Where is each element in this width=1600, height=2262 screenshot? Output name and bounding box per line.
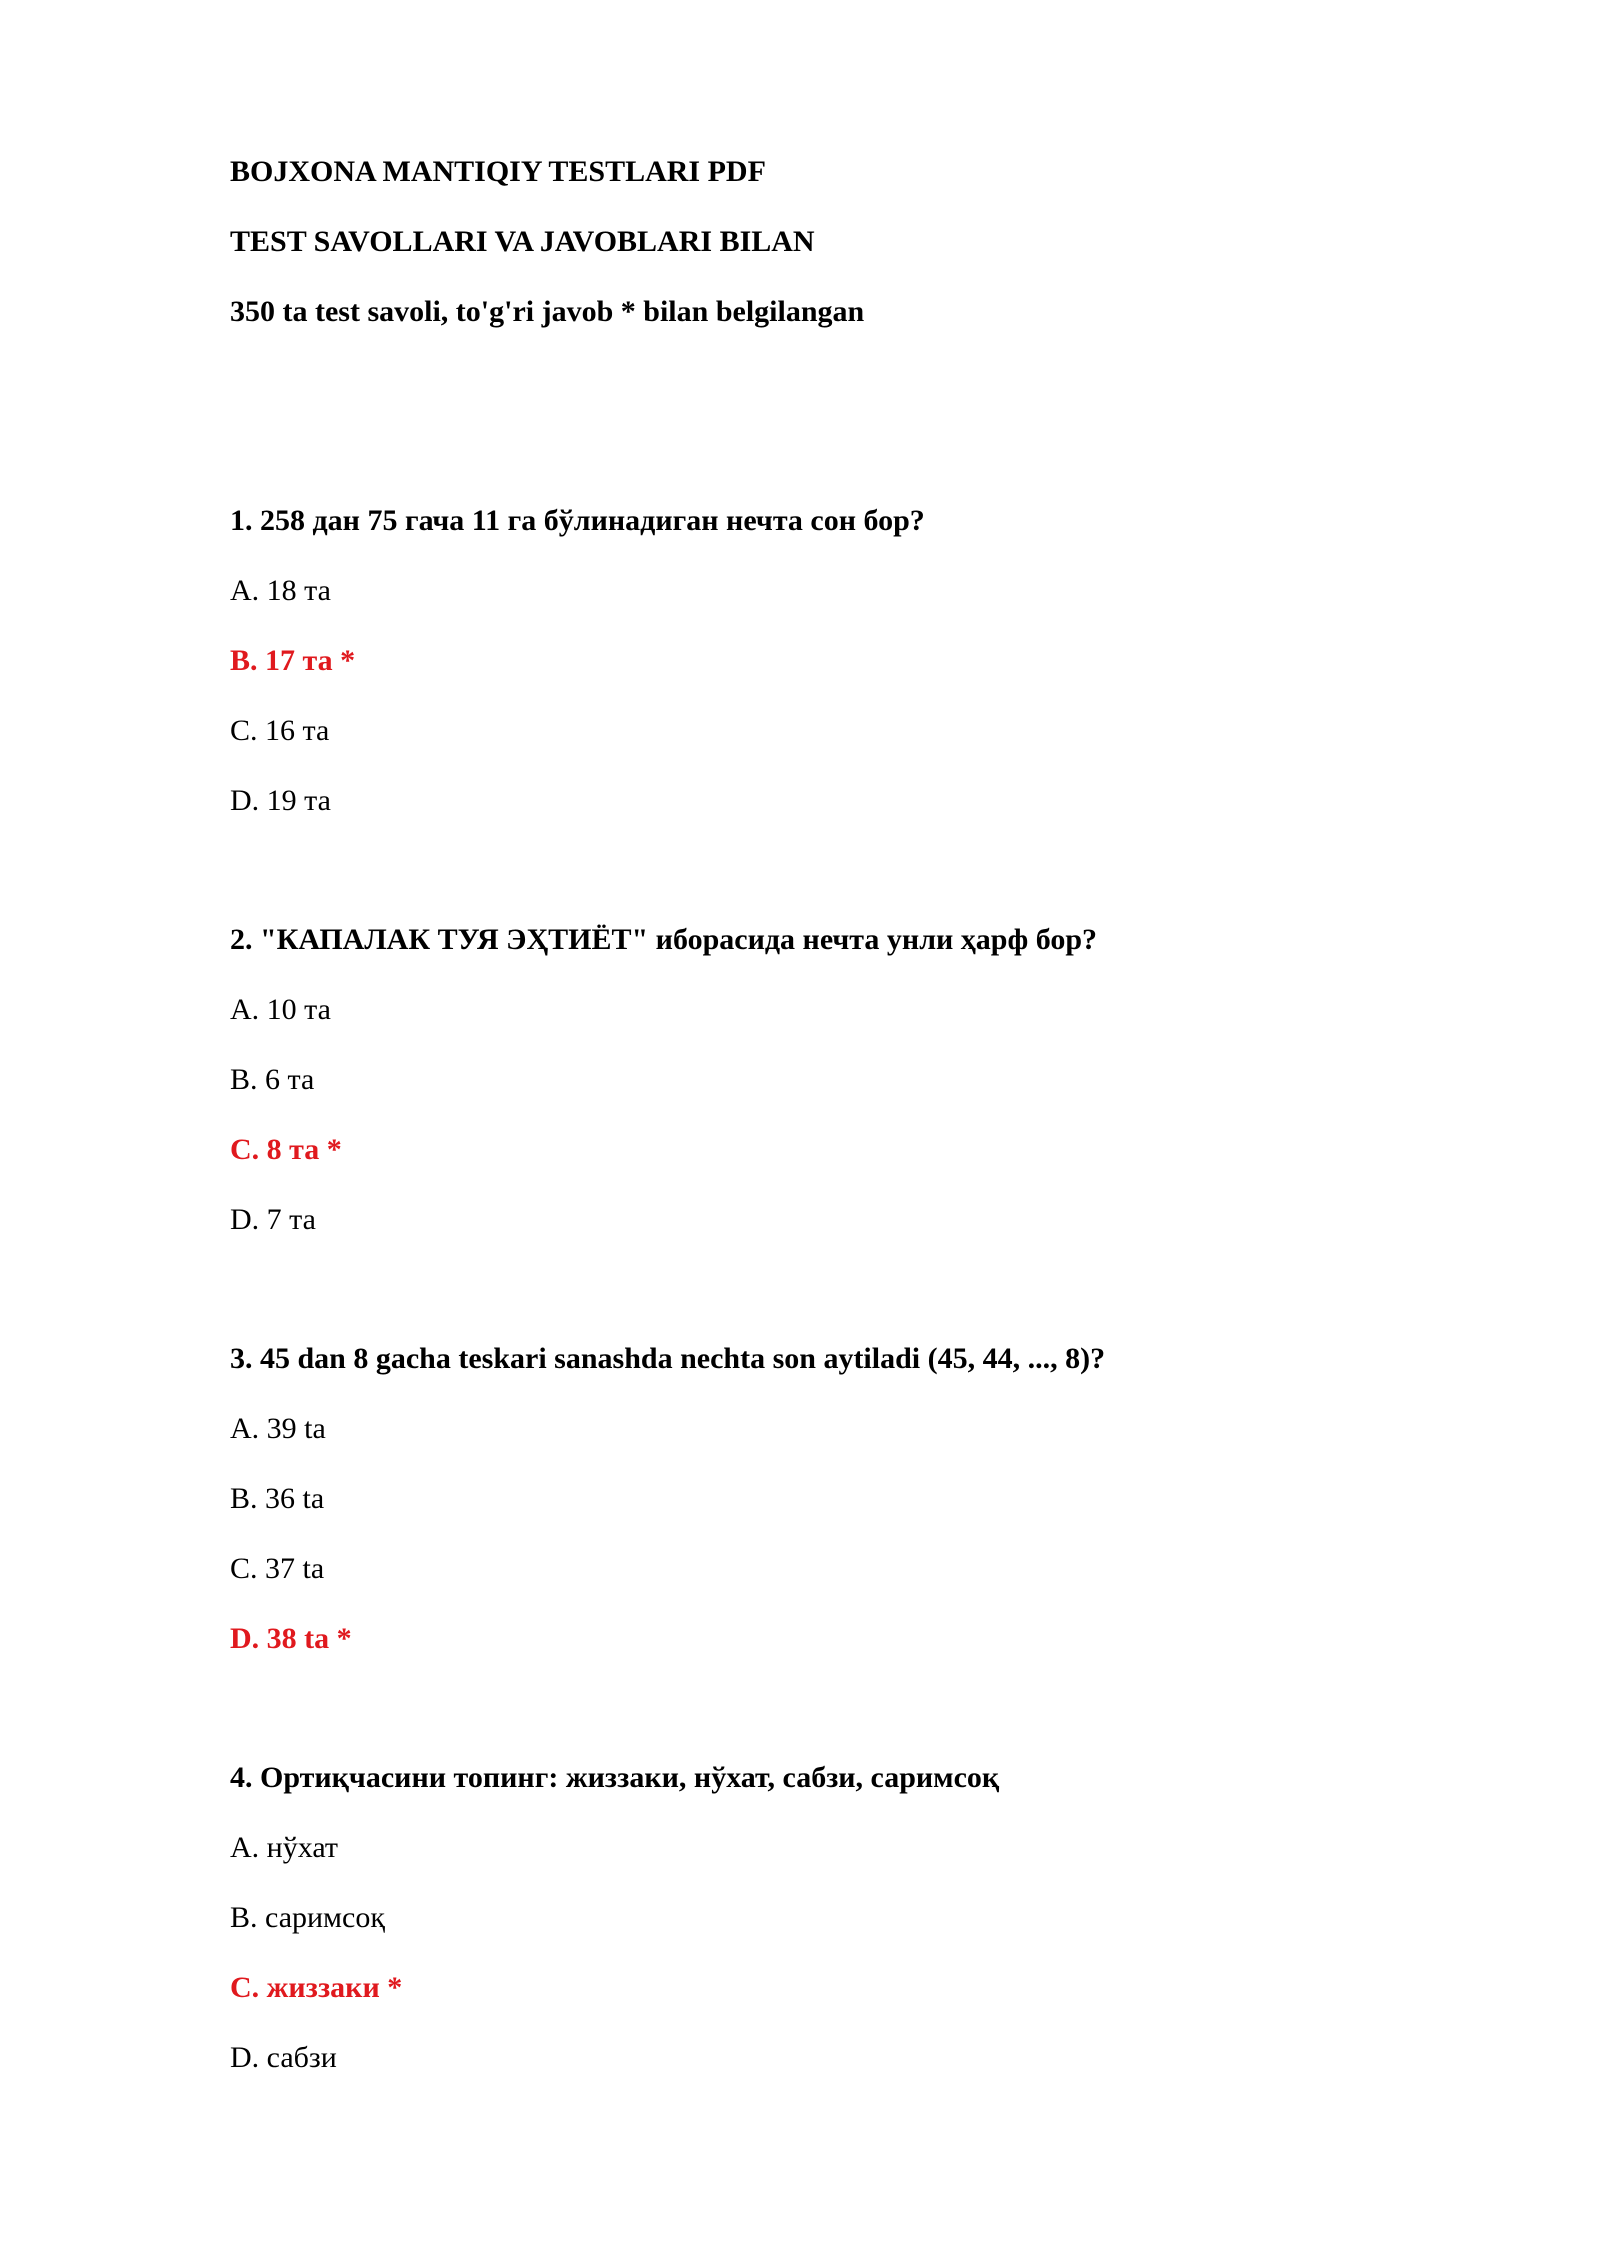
question-4-option-a: A. нўхат xyxy=(230,1831,338,1864)
question-3-option-c: C. 37 ta xyxy=(230,1552,325,1585)
question-2-option-d: D. 7 та xyxy=(230,1203,316,1236)
document-note: 350 ta test savoli, to'g'ri javob * bilan belgilangan xyxy=(230,295,865,328)
question-4: 4. Ортиқчасини топинг: жиззаки, нўхат, сабзи, саримсоқ xyxy=(230,1761,1000,1794)
question-4-option-c: C. жиззаки * xyxy=(230,1971,403,2004)
question-3-option-d: D. 38 ta * xyxy=(230,1622,352,1655)
question-2-option-b: B. 6 та xyxy=(230,1063,315,1096)
question-1-option-a: A. 18 та xyxy=(230,574,331,607)
question-3-option-b: B. 36 ta xyxy=(230,1482,325,1515)
question-4-option-d: D. сабзи xyxy=(230,2041,337,2074)
question-3: 3. 45 dan 8 gacha teskari sanashda nechta son aytiladi (45, 44, ..., 8)? xyxy=(230,1342,1106,1375)
question-4-option-b: B. саримсоқ xyxy=(230,1901,385,1934)
document-title: BOJXONA MANTIQIY TESTLARI PDF xyxy=(230,155,766,188)
question-2: 2. "КАПАЛАК ТУЯ ЭҲТИЁТ" иборасида нечта унли ҳарф бор? xyxy=(230,923,1098,956)
question-1: 1. 258 дан 75 гача 11 га бўлинадиган нечта сон бор? xyxy=(230,504,925,537)
question-2-option-a: A. 10 та xyxy=(230,993,331,1026)
question-1-option-b: B. 17 та * xyxy=(230,644,356,677)
question-1-option-d: D. 19 та xyxy=(230,784,331,817)
question-2-option-c: C. 8 та * xyxy=(230,1133,342,1166)
question-3-option-a: A. 39 ta xyxy=(230,1412,326,1445)
question-1-option-c: C. 16 та xyxy=(230,714,330,747)
document-subtitle: TEST SAVOLLARI VA JAVOBLARI BILAN xyxy=(230,225,815,258)
